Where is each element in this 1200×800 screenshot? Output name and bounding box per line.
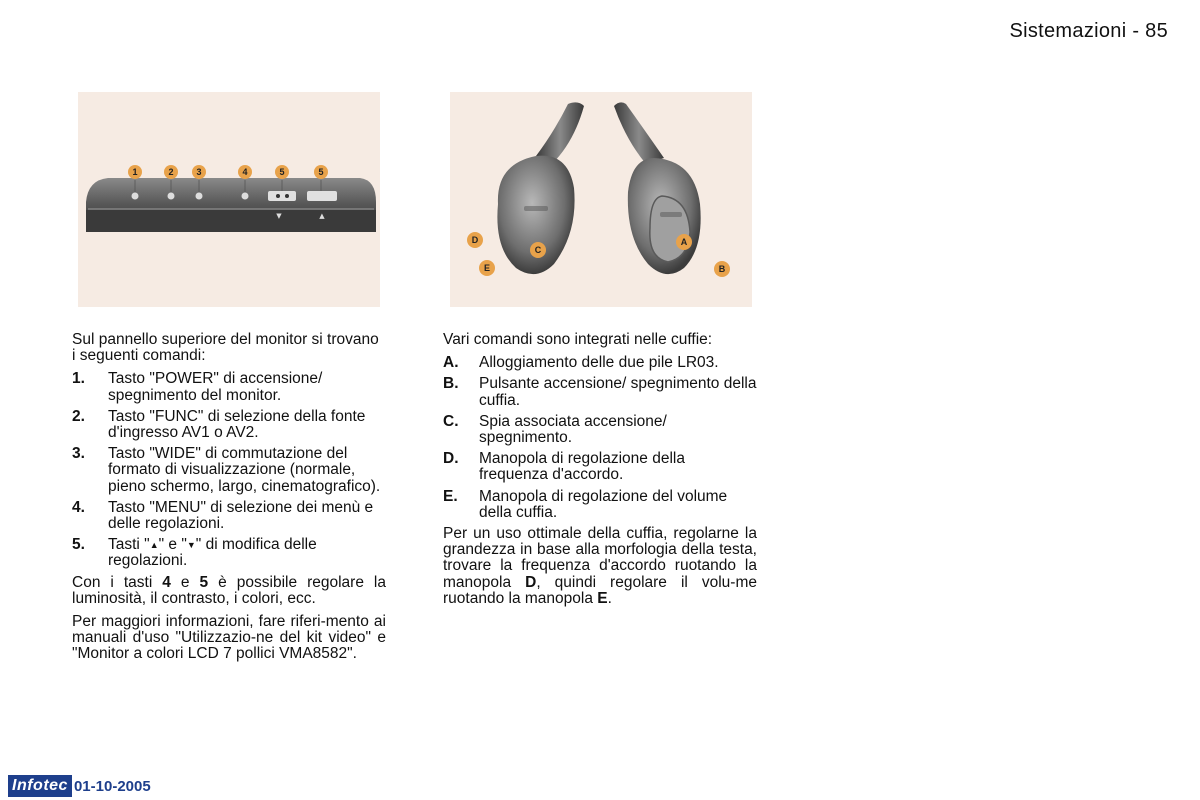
headphones-controls-section xyxy=(443,332,757,614)
power-button-icon xyxy=(132,193,139,200)
item-text: Tasto "FUNC" di selezione della fonte d'ingresso AV1 o AV2. xyxy=(108,407,366,442)
item-letter: A. xyxy=(443,354,459,372)
knob-e: E xyxy=(597,589,608,607)
note-text: è possibile regolare la luminosità, il contrasto, i colori, ecc. xyxy=(72,573,386,607)
callout-5a: 5 xyxy=(279,167,285,177)
section-title: Sistemazioni xyxy=(1009,20,1127,42)
wide-button-icon xyxy=(196,193,203,200)
func-button-icon xyxy=(168,193,175,200)
callout-a: A xyxy=(680,237,688,247)
callout-2: 2 xyxy=(168,167,174,177)
list-item xyxy=(443,489,757,521)
arrow-down-glyph: ▼ xyxy=(276,212,282,220)
list-item xyxy=(443,355,757,371)
left-headband xyxy=(536,102,584,164)
callout-1: 1 xyxy=(132,167,138,177)
item-text: Tasto "MENU" di selezione dei menù e delle regolazioni. xyxy=(108,498,374,533)
page-number: 85 xyxy=(1145,20,1168,42)
knob-d: D xyxy=(525,573,537,591)
adjust-button-right-icon xyxy=(307,191,337,201)
right-headband xyxy=(614,102,664,164)
monitor-intro: Sul pannello superiore del monitor si trovano i seguenti comandi: xyxy=(72,331,379,365)
menu-button-icon xyxy=(242,193,249,200)
item-number: 2. xyxy=(72,407,85,425)
usage-text: Per un uso ottimale della cuffia, regolarne la grandezza in base alla morfologia della testa, trovare la frequenza d'accordo ruotando la manopola xyxy=(443,525,757,591)
list-item xyxy=(72,371,386,403)
item-text: Manopola di regolazione della frequenza d'accordo. xyxy=(479,450,685,484)
headphones-figure xyxy=(450,92,752,307)
page-footer xyxy=(8,775,151,797)
down-triangle-icon: ▼ xyxy=(186,540,196,551)
headphones-illustration xyxy=(450,92,752,307)
item-letter: B. xyxy=(443,375,459,393)
callout-4: 4 xyxy=(242,167,248,177)
list-item xyxy=(72,500,386,532)
note-text: Con i tasti xyxy=(72,573,163,591)
item-letter: D. xyxy=(443,450,459,468)
item-text: Tasto "WIDE" di commutazione del formato di visualizzazione (normale, pieno schermo, largo, cinematografico). xyxy=(108,445,381,495)
item-number: 5. xyxy=(72,536,85,554)
note-text: e xyxy=(170,573,200,591)
key-4: 4 xyxy=(162,573,171,591)
header-separator: - xyxy=(1132,20,1140,42)
item-text: Spia associata accensione/ spegnimento. xyxy=(479,412,667,447)
footer-date: 01-10-2005 xyxy=(73,777,151,795)
item-text-part: " di modifica delle regolazioni. xyxy=(108,536,317,570)
item-number: 4. xyxy=(72,498,85,516)
item-text-part: Tasti " xyxy=(108,536,150,554)
infotec-logo: Infotec xyxy=(8,775,72,797)
item-text: Tasto "POWER" di accensione/ spegnimento del monitor. xyxy=(108,370,323,404)
list-item xyxy=(443,376,757,408)
item-letter: C. xyxy=(443,412,459,430)
item-text: Pulsante accensione/ spegnimento della cuffia. xyxy=(479,375,757,409)
list-item xyxy=(443,414,757,446)
item-text: Manopola di regolazione del volume della cuffia. xyxy=(479,487,728,521)
callout-e: E xyxy=(483,263,491,273)
list-item xyxy=(443,451,757,483)
item-text: Alloggiamento delle due pile LR03. xyxy=(479,354,719,372)
list-item xyxy=(72,537,386,569)
callout-c: C xyxy=(534,245,542,255)
keys-note xyxy=(72,575,386,607)
usage-text: , quindi regolare il volu-me ruotando la manopola xyxy=(443,573,757,607)
callout-5b: 5 xyxy=(318,167,324,177)
monitor-front-edge xyxy=(86,210,376,232)
item-letter: E. xyxy=(443,487,458,505)
monitor-illustration xyxy=(78,92,380,307)
list-item xyxy=(72,446,386,495)
usage-text: . xyxy=(607,589,612,607)
callout-b: B xyxy=(718,264,726,274)
monitor-panel-figure xyxy=(78,92,380,307)
headphones-intro: Vari comandi sono integrati nelle cuffie: xyxy=(443,331,713,348)
item-text-part: " e " xyxy=(158,536,187,554)
item-text xyxy=(108,537,386,569)
usage-instructions xyxy=(443,526,757,607)
item-number: 1. xyxy=(72,370,85,388)
adjust-button-left-icon xyxy=(268,191,296,201)
up-triangle-icon: ▲ xyxy=(149,540,159,551)
page-header xyxy=(1009,20,1168,43)
item-number: 3. xyxy=(72,445,85,463)
manuals-reference: Per maggiori informazioni, fare riferi-mento ai manuali d'uso "Utilizzazio-ne del kit video" e "Monitor a colori LCD 7 pollici VMA8582". xyxy=(72,613,386,663)
key-5: 5 xyxy=(199,573,209,591)
list-item xyxy=(72,409,386,441)
monitor-controls-section xyxy=(72,332,386,670)
callout-d: D xyxy=(471,235,479,245)
arrow-up-glyph: ▲ xyxy=(319,212,325,220)
callout-3: 3 xyxy=(196,167,202,177)
